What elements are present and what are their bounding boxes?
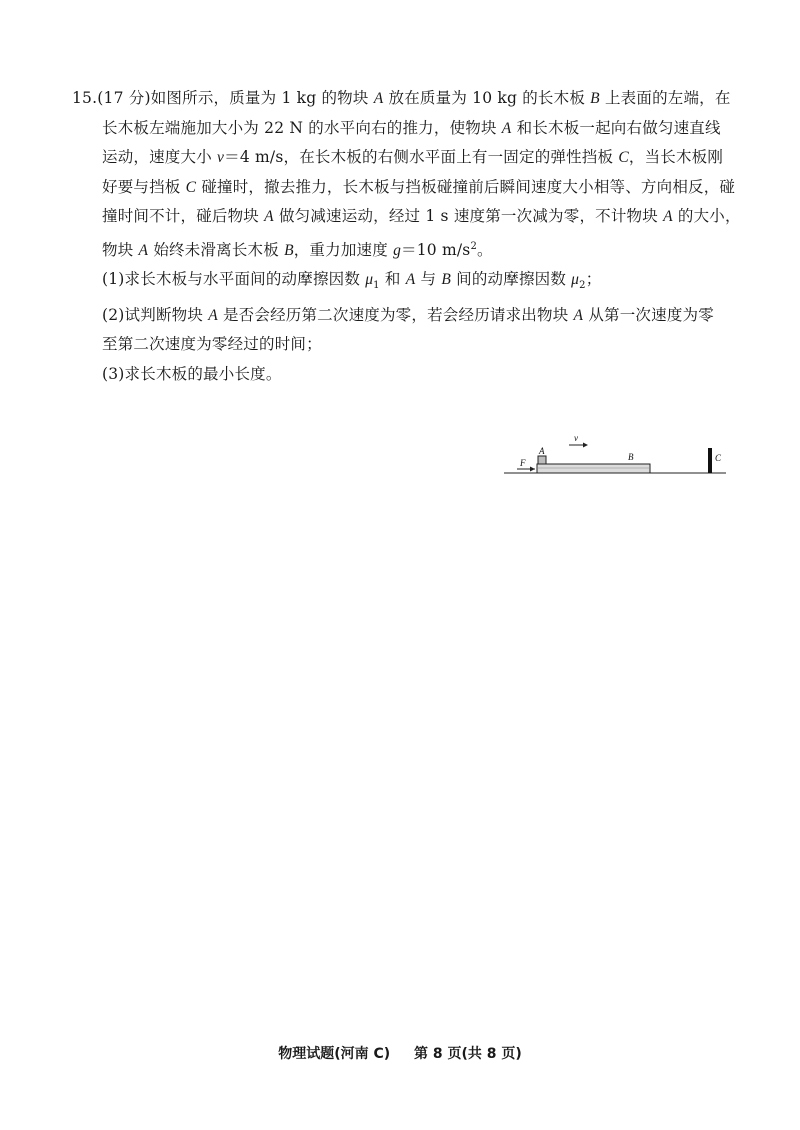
force-arrowhead — [530, 467, 535, 472]
question-score: (17 分) — [97, 89, 151, 107]
superscript: 2 — [470, 240, 478, 252]
subscript: 1 — [373, 280, 380, 292]
q3-text: (3)求长木板的最小长度。 — [102, 364, 282, 383]
stem-line-4 — [72, 173, 736, 203]
stem-text: 物块 — [102, 240, 139, 259]
q2-text: 是否会经历第二次速度为零，若会经历请求出物块 — [217, 305, 574, 324]
footer-page-number: 第 8 页(共 8 页) — [413, 1046, 522, 1062]
stem-text: 长木板左端施加大小为 22 N 的水平向右的推力，使物块 — [102, 118, 502, 137]
var-B: B — [441, 271, 452, 289]
stem-text: 运动，速度大小 — [102, 148, 218, 166]
stem-line-3 — [72, 143, 732, 173]
problem-15 — [72, 84, 741, 389]
stem-text: ，重力加速度 — [293, 240, 394, 259]
stem-text: 和长木板一起向右做匀速直线 — [511, 118, 721, 137]
var-B: B — [284, 241, 294, 259]
subscript: 2 — [579, 280, 586, 292]
label-F: F — [520, 458, 526, 468]
q1-text: 与 — [415, 270, 442, 289]
q1-text: 间的动摩擦因数 — [451, 270, 572, 289]
var-mu: μ — [365, 271, 374, 289]
q2-text: 从第一次速度为零 — [583, 305, 714, 324]
stem-text: 放在质量为 10 kg 的长木板 — [383, 89, 591, 107]
sub-question-2-cont — [72, 330, 732, 360]
barrier-C — [708, 448, 712, 473]
stem-text: 上表面的左端，在 — [599, 89, 731, 107]
stem-line-2 — [72, 114, 732, 144]
stem-text: 始终未滑离长木板 — [148, 240, 285, 259]
velocity-arrowhead — [583, 443, 588, 448]
var-v: v — [217, 149, 225, 166]
label-C: C — [715, 453, 722, 463]
var-A: A — [208, 306, 218, 324]
label-v: v — [574, 433, 578, 443]
var-A: A — [373, 90, 384, 107]
stem-line-5 — [72, 202, 741, 232]
stem-text: ＝10 m/s — [401, 240, 471, 259]
stem-text: 碰撞时，撤去推力，长木板与挡板碰撞前后瞬间速度大小相等、方向相反，碰 — [196, 177, 736, 196]
var-A: A — [264, 208, 274, 225]
q2-text: 至第二次速度为零经过的时间； — [102, 335, 322, 354]
var-A: A — [138, 241, 149, 259]
var-mu: μ — [571, 271, 580, 289]
sub-question-3 — [72, 360, 732, 390]
label-B: B — [628, 452, 634, 462]
q2-text: (2)试判断物块 — [102, 305, 209, 324]
var-A: A — [573, 306, 584, 324]
footer-subject: 物理试题(河南 C) — [278, 1046, 391, 1062]
stem-line-1 — [72, 84, 732, 114]
stem-text: 。 — [477, 240, 493, 259]
q1-text: ； — [585, 270, 602, 289]
stem-text: 如图所示，质量为 1 kg 的物块 — [150, 89, 374, 107]
sub-question-1 — [72, 265, 732, 301]
stem-text: 的大小， — [672, 207, 741, 225]
stem-text: 好要与挡板 — [102, 177, 186, 196]
var-g: g — [393, 241, 402, 259]
stem-line-6 — [72, 232, 732, 266]
problem-figure — [500, 428, 730, 482]
var-A: A — [501, 119, 512, 137]
block-A — [538, 456, 546, 464]
var-A: A — [405, 271, 416, 289]
q1-text: 和 — [379, 270, 406, 289]
board-B — [537, 464, 650, 473]
page-footer — [0, 1043, 800, 1063]
stem-text: 撞时间不计，碰后物块 — [102, 207, 265, 225]
var-A: A — [663, 208, 673, 225]
var-C: C — [185, 178, 197, 196]
stem-text: ，当长木板刚 — [628, 148, 724, 166]
var-B: B — [590, 90, 600, 107]
label-A: A — [539, 446, 545, 456]
q1-text: (1)求长木板与水平面间的动摩擦因数 — [102, 270, 366, 289]
stem-text: 做匀减速运动，经过 1 s 速度第一次减为零，不计物块 — [273, 207, 664, 225]
stem-text: ＝4 m/s，在长木板的右侧水平面上有一固定的弹性挡板 — [224, 148, 619, 166]
var-C: C — [618, 149, 629, 166]
question-number: 15. — [72, 89, 98, 107]
sub-question-2 — [72, 301, 732, 331]
